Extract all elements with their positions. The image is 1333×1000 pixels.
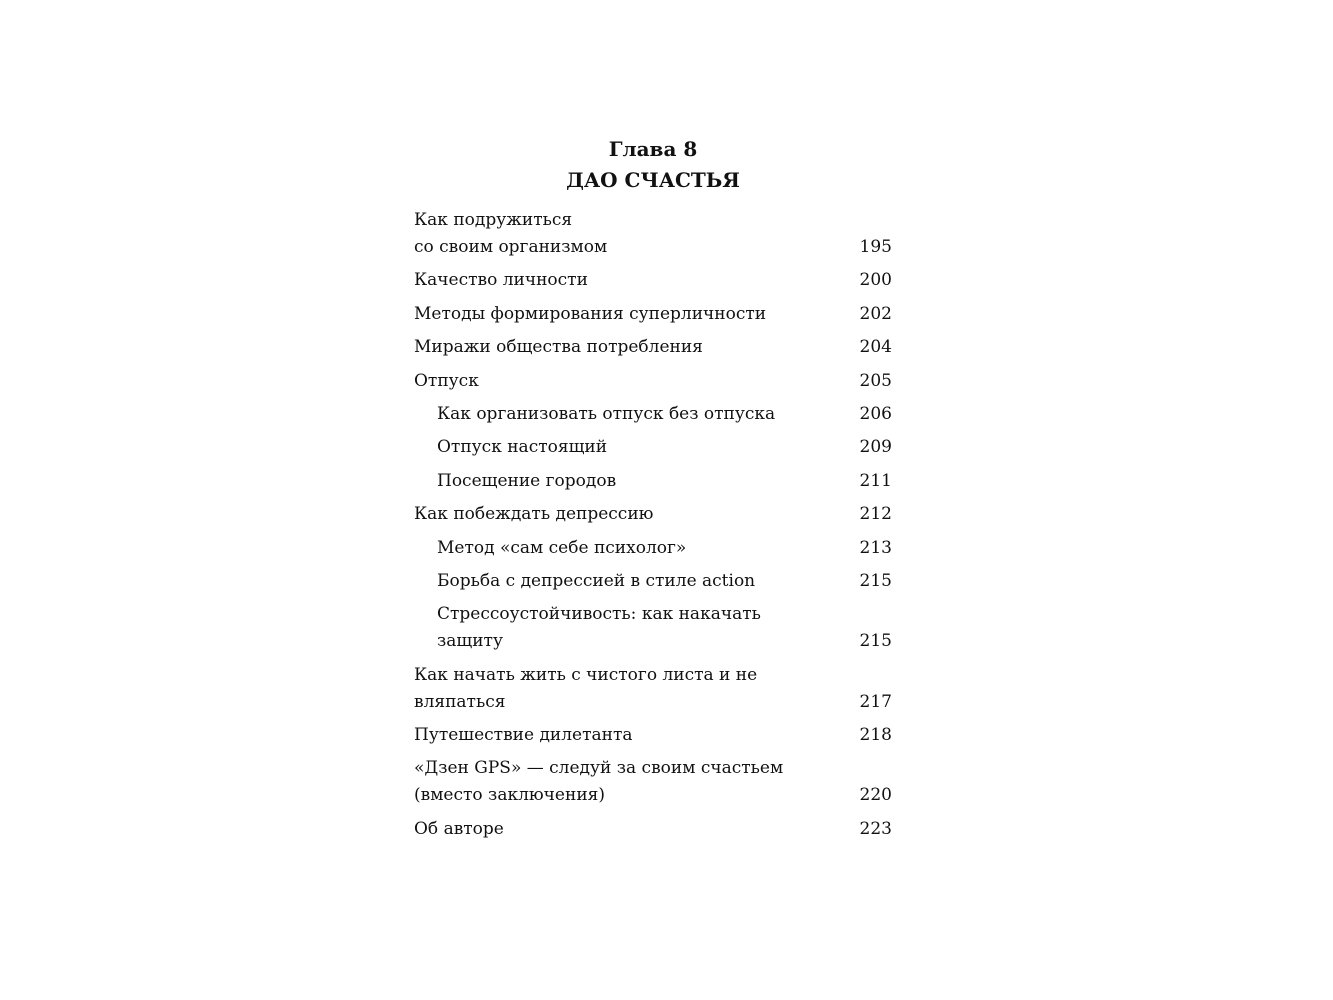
toc-entry	[414, 334, 892, 361]
toc-entry-page-number: 218	[859, 725, 892, 746]
toc-entry	[414, 662, 892, 716]
toc-subentry	[414, 568, 892, 595]
toc-entry-title-line: Как начать жить с чистого листа и не вляпаться	[414, 664, 758, 712]
toc-subentry	[414, 468, 892, 495]
toc-entry-page-number: 202	[859, 303, 892, 324]
toc-entry-title-line: Посещение городов	[437, 470, 617, 491]
toc-entry-page-number: 212	[859, 504, 892, 525]
toc-entry-title	[414, 434, 892, 461]
toc-entry-title	[414, 207, 892, 261]
toc-entry-title-line: Борьба с депрессией в стиле action	[437, 570, 756, 591]
toc-entry-title	[414, 535, 892, 562]
toc-entry-title	[414, 722, 892, 749]
toc-entry-page-number: 209	[859, 437, 892, 458]
toc-entry-title-line: Об авторе	[414, 818, 504, 839]
toc-entry-page-number: 204	[859, 337, 892, 358]
toc-entry	[414, 267, 892, 294]
toc-entry-title	[414, 501, 892, 528]
toc-entry-title	[414, 301, 892, 328]
toc-entry-title-line: (вместо заключения)	[414, 785, 606, 806]
toc-entry-page-number: 215	[859, 570, 892, 591]
toc-entry-title-line: Метод «сам себе психолог»	[437, 537, 687, 558]
toc-entry-title-line: Как организовать отпуск без отпуска	[437, 403, 776, 424]
toc-entry	[414, 501, 892, 528]
toc-entry-page-number: 220	[859, 785, 892, 806]
toc-entry-title	[414, 662, 892, 716]
toc-entry-page-number: 223	[859, 818, 892, 839]
toc-entry-title-line: Качество личности	[414, 270, 588, 291]
toc-entry-page-number: 211	[859, 470, 892, 491]
toc-entry-page-number: 215	[859, 631, 892, 652]
toc-entry	[414, 368, 892, 395]
toc-subentry	[414, 401, 892, 428]
toc-entry-page-number: 195	[859, 237, 892, 257]
toc-entry-title	[414, 334, 892, 361]
toc-entry-page-number: 206	[859, 403, 892, 424]
toc-entry-title	[414, 368, 892, 395]
toc-subentry	[414, 601, 892, 655]
toc-entry-title-line: Отпуск настоящий	[437, 437, 608, 458]
toc-entry-title-line: Путешествие дилетанта	[414, 725, 633, 746]
toc-entry-title-line: «Дзен GPS» — следуй за своим счастьем	[414, 758, 784, 779]
toc-entry-title-line: Как побеждать депрессию	[414, 504, 654, 525]
toc-entry	[414, 207, 892, 261]
toc-entry-title-line: Миражи общества потребления	[414, 337, 703, 358]
toc-entry	[414, 301, 892, 328]
toc-entry	[414, 722, 892, 749]
toc-entry-title	[414, 755, 892, 809]
toc-entry-page-number: 217	[859, 691, 892, 712]
chapter-number: Глава 8	[608, 137, 698, 161]
toc-entry-title	[414, 401, 892, 428]
toc-entry-title-line: Стрессоустойчивость: как накачать защиту	[437, 604, 761, 652]
chapter-title: ДАО СЧАСТЬЯ	[566, 168, 740, 192]
toc-entry-title-line: Отпуск	[414, 370, 479, 391]
toc-entry-title	[414, 816, 892, 843]
toc-entry-title-line: Методы формирования суперличности	[414, 303, 767, 324]
toc-entry-title-line: со своим организмом	[414, 237, 608, 257]
toc-entry-page-number: 205	[859, 370, 892, 391]
toc-entry-title-line: Как подружиться	[414, 210, 573, 230]
toc-subentry	[414, 535, 892, 562]
toc-entry	[414, 816, 892, 843]
toc-entry	[414, 755, 892, 809]
toc-entry-title	[414, 601, 892, 655]
toc-entry-title	[414, 568, 892, 595]
table-of-contents	[414, 207, 892, 849]
toc-entry-title	[414, 267, 892, 294]
toc-entry-page-number: 200	[859, 270, 892, 291]
toc-entry-title	[414, 468, 892, 495]
toc-subentry	[414, 434, 892, 461]
toc-entry-page-number: 213	[859, 537, 892, 558]
